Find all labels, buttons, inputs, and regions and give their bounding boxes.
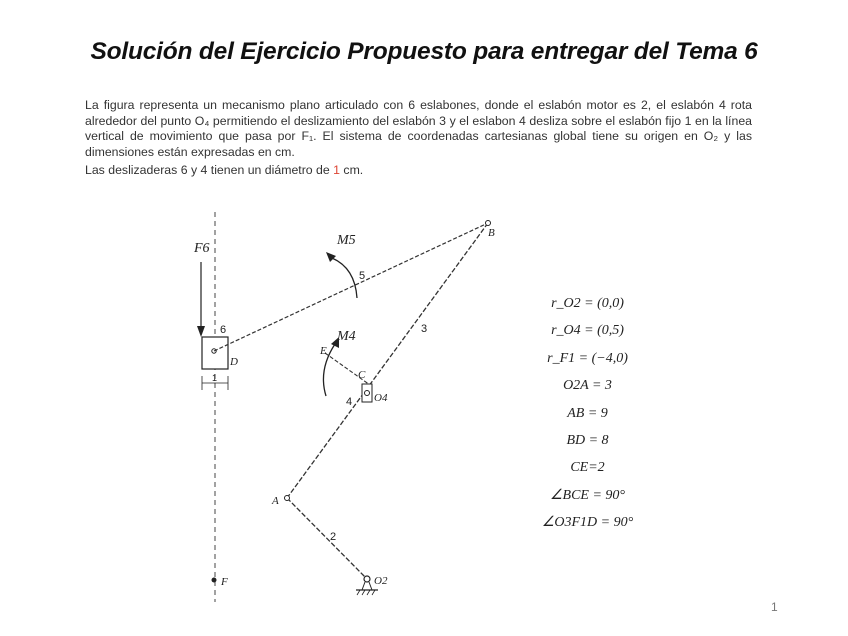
given-O2A: O2A = 3	[563, 378, 612, 394]
label-link-3: 3	[421, 323, 428, 335]
pivot-O2-support-left	[362, 582, 365, 590]
joint-B	[486, 221, 491, 226]
joint-A	[285, 496, 290, 501]
given-data-list	[520, 290, 655, 537]
ground-hatch	[357, 590, 375, 595]
pivot-O4	[365, 391, 370, 396]
label-link-2: 2	[330, 531, 337, 543]
diameter-value: 1	[333, 163, 340, 178]
link-2	[287, 498, 367, 579]
statement-last-line-before: Las deslizaderas 6 y 4 tienen un diámetro de	[85, 163, 334, 178]
given-AB: AB = 9	[567, 405, 608, 421]
label-link-5: 5	[359, 270, 366, 282]
point-F	[212, 578, 217, 583]
statement-paragraph: La figura representa un mecanismo plano articulado con 6 eslabones, donde el eslabón motor es 2, el eslabón 4 rota alrededor del punto O₄ permitiendo el deslizamiento del eslabón 3 y el eslabon 4 desliza sobre el eslabón fijo 1 en la línea vertical de movimiento que pasa por F₁. El sistema de coordenadas cartesianas global tiene su origen en O₂ y las dimensiones están expresadas en cm.	[85, 98, 752, 159]
given-r-F1: r_F1 = (−4,0)	[547, 350, 628, 366]
pivot-O2	[364, 576, 370, 582]
label-F6: F6	[194, 241, 210, 256]
given-r-O4: r_O4 = (0,5)	[551, 323, 624, 339]
given-angle-BCE: ∠BCE = 90°	[549, 487, 626, 503]
slide-title: Solución del Ejercicio Propuesto para entregar del Tema 6	[90, 38, 758, 65]
label-link-4: 4	[346, 396, 353, 408]
label-B: B	[488, 227, 495, 239]
label-F: F	[221, 576, 228, 588]
label-A: A	[272, 495, 279, 507]
given-CE: CE=2	[570, 460, 605, 476]
moment-5-arc	[332, 258, 357, 298]
force-arrowhead	[197, 326, 205, 337]
label-M4: M4	[337, 329, 356, 344]
statement-last-line-after: cm.	[340, 163, 364, 178]
given-BD: BD = 8	[566, 432, 609, 448]
label-M5: M5	[337, 233, 356, 248]
label-slider-width: 1	[212, 373, 218, 383]
label-D: D	[230, 356, 238, 368]
label-E: E	[320, 345, 327, 357]
pivot-O2-support-right	[369, 582, 372, 590]
link-3	[287, 223, 488, 498]
given-angle-O3F1D: ∠O3F1D = 90°	[541, 515, 634, 531]
page-number: 1	[771, 600, 778, 614]
label-C: C	[358, 369, 366, 381]
given-r-O2: r_O2 = (0,0)	[551, 296, 624, 311]
label-link-6: 6	[220, 324, 227, 336]
label-O4: O4	[374, 392, 388, 404]
label-O2: O2	[374, 575, 388, 587]
moment-5-arrowhead	[326, 252, 336, 262]
